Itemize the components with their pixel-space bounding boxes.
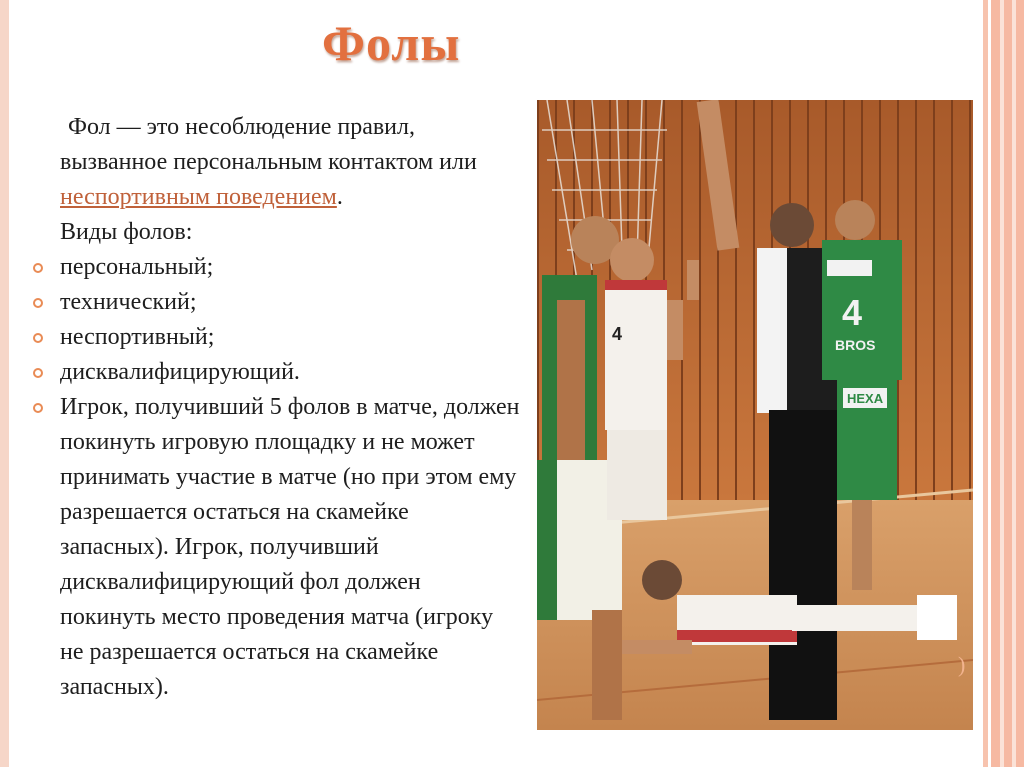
unsportsmanlike-link[interactable]: неспортивным поведением (60, 184, 337, 210)
list-item (32, 320, 522, 355)
frame-left-border (0, 0, 9, 767)
bullet-circle-icon (33, 368, 43, 378)
list-item (32, 250, 522, 285)
jersey-number-right: 4 (842, 292, 863, 333)
frame-right-border (980, 0, 1024, 767)
list-item (32, 390, 522, 705)
list-item-text: неспортивный; (60, 324, 215, 350)
jersey-number-left: 4 (612, 324, 623, 344)
bullet-circle-icon (33, 403, 43, 413)
types-heading: Виды фолов: (60, 219, 193, 245)
intro-paragraph (32, 110, 522, 215)
list-item-text: дисквалифицирующий. (60, 359, 300, 385)
sponsor-text: HEXA (847, 391, 884, 406)
bullet-circle-icon (33, 263, 43, 273)
list-item-text: технический; (60, 289, 197, 315)
bullet-circle-icon (33, 298, 43, 308)
slide-corner-ornament: ) (958, 652, 966, 677)
list-item-text: Игрок, получивший 5 фолов в матче, должен покинуть игровую площадку и не может принимать участие в матче (но при этом ему разрешается остаться на скамейке запасных). Игрок, получивший дисквалифицирующий фол должен покинуть место проведения матча (игроку не разрешается остаться на скамейке запасных). (60, 394, 520, 700)
basketball-foul-photo (537, 100, 973, 730)
frame-stripe (1012, 0, 1016, 767)
bullet-circle-icon (33, 333, 43, 343)
list-item-text: персональный; (60, 254, 214, 280)
list-item (32, 355, 522, 390)
list-item (32, 285, 522, 320)
photo-illustration (537, 100, 973, 730)
sponsor-text: BROS (835, 337, 876, 353)
intro-text-end: . (336, 184, 343, 210)
slide-title: Фолы (322, 15, 461, 71)
intro-text: Фол — это несоблюдение правил, вызванное персональным контактом или (60, 114, 477, 175)
slide-text (32, 110, 522, 705)
frame-stripe (1000, 0, 1004, 767)
